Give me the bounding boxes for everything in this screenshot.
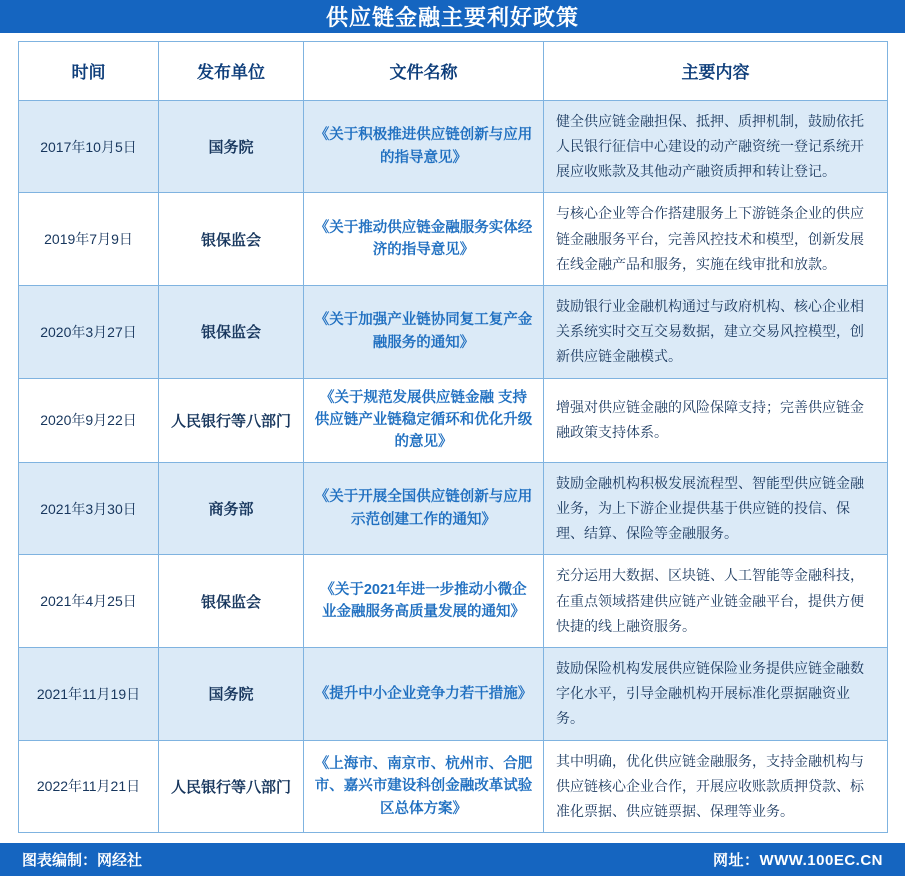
cell-content: 其中明确，优化供应链金融服务，支持金融机构与供应链核心企业合作，开展应收账款质押贷款、标准化票据、供应链票据、保理等业务。	[544, 740, 888, 833]
cell-org: 商务部	[159, 462, 304, 555]
cell-content: 健全供应链金融担保、抵押、质押机制，鼓励依托人民银行征信中心建设的动产融资统一登记系统开展应收账款及其他动产融资质押和转让登记。	[544, 100, 888, 193]
table-row	[19, 193, 888, 286]
cell-doc: 《关于开展全国供应链创新与应用示范创建工作的通知》	[304, 462, 544, 555]
column-header-org: 发布单位	[159, 41, 304, 100]
column-header-doc: 文件名称	[304, 41, 544, 100]
cell-time: 2021年11月19日	[19, 648, 159, 741]
table-body	[19, 100, 888, 832]
cell-time: 2021年3月30日	[19, 462, 159, 555]
cell-time: 2020年3月27日	[19, 285, 159, 378]
table-row	[19, 100, 888, 193]
cell-org: 银保监会	[159, 555, 304, 648]
footer-bar	[0, 843, 905, 876]
policy-table	[18, 41, 888, 833]
cell-doc: 《关于加强产业链协同复工复产金融服务的通知》	[304, 285, 544, 378]
cell-doc: 《上海市、南京市、杭州市、合肥市、嘉兴市建设科创金融改革试验区总体方案》	[304, 740, 544, 833]
table-row	[19, 740, 888, 833]
table-row	[19, 462, 888, 555]
page-title: 供应链金融主要利好政策	[0, 0, 905, 33]
table-header	[19, 41, 888, 100]
cell-content: 鼓励银行业金融机构通过与政府机构、核心企业相关系统实时交互交易数据，建立交易风控模型，创新供应链金融模式。	[544, 285, 888, 378]
cell-org: 人民银行等八部门	[159, 740, 304, 833]
column-header-content: 主要内容	[544, 41, 888, 100]
cell-org: 银保监会	[159, 193, 304, 286]
cell-time: 2017年10月5日	[19, 100, 159, 193]
table-row	[19, 648, 888, 741]
table-row	[19, 555, 888, 648]
cell-content: 充分运用大数据、区块链、人工智能等金融科技，在重点领域搭建供应链产业链金融平台，提供方便快捷的线上融资服务。	[544, 555, 888, 648]
cell-content: 鼓励保险机构发展供应链保险业务提供应链金融数字化水平，引导金融机构开展标准化票据融资业务。	[544, 648, 888, 741]
cell-doc: 《提升中小企业竞争力若干措施》	[304, 648, 544, 741]
cell-org: 银保监会	[159, 285, 304, 378]
cell-org: 国务院	[159, 648, 304, 741]
cell-time: 2020年9月22日	[19, 378, 159, 462]
footer-website: 网址：WWW.100EC.CN	[712, 852, 883, 870]
cell-content: 与核心企业等合作搭建服务上下游链条企业的供应链金融服务平台，完善风控技术和模型，创新发展在线金融产品和服务，实施在线审批和放款。	[544, 193, 888, 286]
cell-time: 2021年4月25日	[19, 555, 159, 648]
table-header-row	[19, 41, 888, 100]
table-row	[19, 378, 888, 462]
cell-doc: 《关于推动供应链金融服务实体经济的指导意见》	[304, 193, 544, 286]
cell-doc: 《关于2021年进一步推动小微企业金融服务高质量发展的通知》	[304, 555, 544, 648]
cell-content: 增强对供应链金融的风险保障支持；完善供应链金融政策支持体系。	[544, 378, 888, 462]
cell-time: 2022年11月21日	[19, 740, 159, 833]
cell-org: 人民银行等八部门	[159, 378, 304, 462]
cell-content: 鼓励金融机构积极发展流程型、智能型供应链金融业务，为上下游企业提供基于供应链的投信、保理、结算、保险等金融服务。	[544, 462, 888, 555]
cell-doc: 《关于积极推进供应链创新与应用的指导意见》	[304, 100, 544, 193]
cell-doc: 《关于规范发展供应链金融 支持供应链产业链稳定循环和优化升级的意见》	[304, 378, 544, 462]
footer-credit: 图表编制：网经社	[22, 852, 143, 870]
cell-org: 国务院	[159, 100, 304, 193]
cell-time: 2019年7月9日	[19, 193, 159, 286]
column-header-time: 时间	[19, 41, 159, 100]
table-row	[19, 285, 888, 378]
